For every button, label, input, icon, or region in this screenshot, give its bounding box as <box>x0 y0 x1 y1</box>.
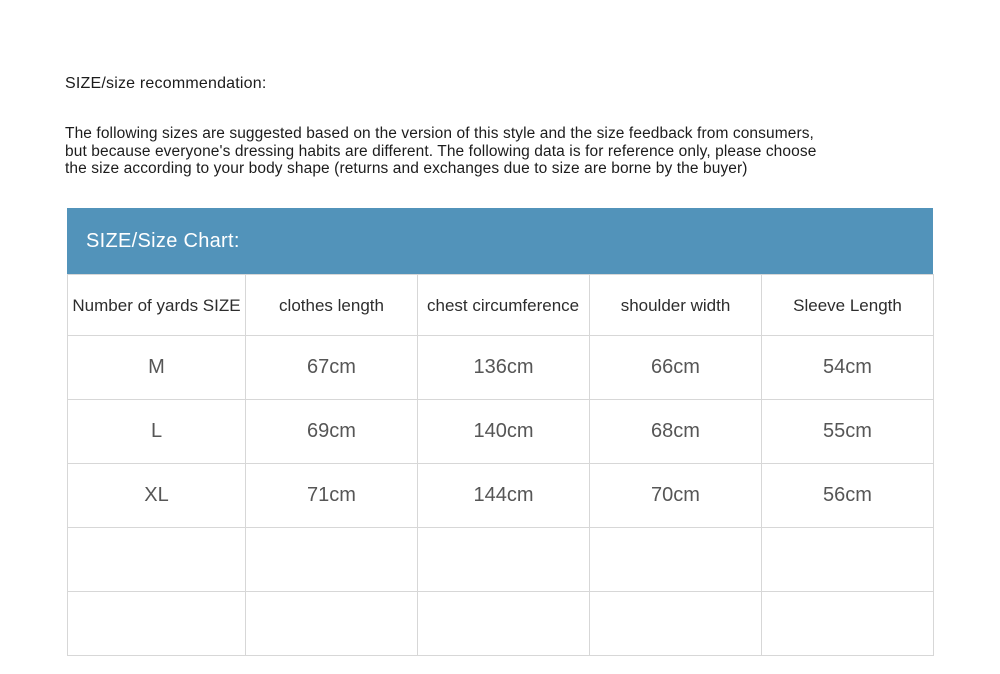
table-cell: 56cm <box>762 464 934 528</box>
column-header: shoulder width <box>590 275 762 336</box>
size-chart-header-bar <box>67 208 933 274</box>
table-cell <box>418 528 590 592</box>
table-cell: 70cm <box>590 464 762 528</box>
table-cell: 54cm <box>762 336 934 400</box>
table-row <box>68 528 934 592</box>
table-cell <box>762 528 934 592</box>
table-cell: 69cm <box>246 400 418 464</box>
column-header: Sleeve Length <box>762 275 934 336</box>
description-line: but because everyone's dressing habits are different. The following data is for reference only, please choose <box>65 142 817 160</box>
column-header: clothes length <box>246 275 418 336</box>
table-cell: 67cm <box>246 336 418 400</box>
table-row <box>68 400 934 464</box>
table-cell: 71cm <box>246 464 418 528</box>
table-cell <box>246 592 418 656</box>
size-chart-table <box>67 274 934 656</box>
table-row <box>68 592 934 656</box>
table-row <box>68 464 934 528</box>
table-cell: L <box>68 400 246 464</box>
size-recommendation-description <box>65 125 816 178</box>
size-recommendation-title: SIZE/size recommendation: <box>65 75 267 92</box>
table-cell <box>246 528 418 592</box>
header-row <box>68 275 934 336</box>
column-header: Number of yards SIZE <box>68 275 246 336</box>
table-cell: XL <box>68 464 246 528</box>
size-chart-header-label: SIZE/Size Chart: <box>86 229 240 252</box>
table-cell <box>68 592 246 656</box>
table-cell <box>762 592 934 656</box>
table-cell: 66cm <box>590 336 762 400</box>
size-chart-section <box>67 208 933 656</box>
table-cell: 68cm <box>590 400 762 464</box>
size-chart-table-head <box>68 275 934 336</box>
table-cell: M <box>68 336 246 400</box>
size-chart-table-body <box>68 336 934 656</box>
table-cell: 144cm <box>418 464 590 528</box>
table-cell: 140cm <box>418 400 590 464</box>
table-cell <box>590 528 762 592</box>
table-row <box>68 336 934 400</box>
description-line: the size according to your body shape (returns and exchanges due to size are borne by the buyer) <box>65 160 748 177</box>
table-cell <box>590 592 762 656</box>
table-cell <box>418 592 590 656</box>
table-cell <box>68 528 246 592</box>
table-cell: 136cm <box>418 336 590 400</box>
description-line: The following sizes are suggested based on the version of this style and the size feedback from consumers, <box>65 125 814 142</box>
column-header: chest circumference <box>418 275 590 336</box>
table-cell: 55cm <box>762 400 934 464</box>
